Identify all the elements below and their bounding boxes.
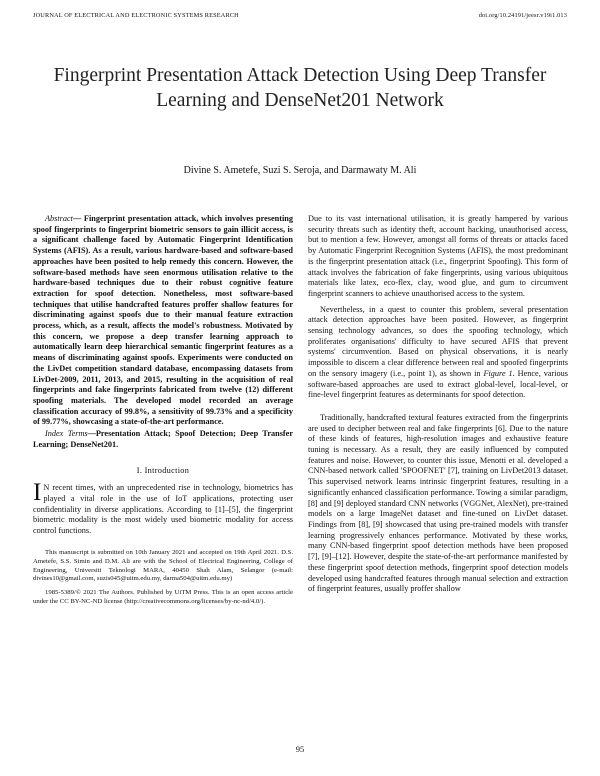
right-column	[308, 214, 568, 595]
abstract-label: Abstract	[45, 214, 73, 223]
doi-header[interactable]: doi.org/10.24191/jeesr.v19i1.013	[478, 12, 567, 19]
drop-cap: I	[33, 479, 42, 507]
footnote-submission: This manuscript is submitted on 10th January 2021 and accepted on 19th April 2021. D.S. Ametefe, S.S. Simin and D.M. Ali are with the School of Electrical Engineering, College of Engineering, Universiti Teknologi MARA, 40450 Shah Alam, Selangor (e-mail: divines10@gmail.com, suzis045@uitm.edu.my, darma504@uitm.edu.my)	[33, 548, 293, 583]
journal-header: JOURNAL OF ELECTRICAL AND ELECTRONIC SYSTEMS RESEARCH	[33, 12, 239, 19]
page-number: 95	[295, 744, 305, 754]
right-paragraph-2-end: . Hence, various software-based approaches are used to extract global-level, local-level, or fine-level fingerprint features as determinants for spoof detection.	[308, 368, 568, 400]
left-column	[33, 214, 293, 607]
figure-1-reference[interactable]: Figure 1	[483, 368, 513, 378]
author-list: Divine S. Ametefe, Suzi S. Seroja, and Darmawaty M. Ali	[183, 165, 417, 176]
right-paragraph-2	[308, 305, 568, 401]
abstract	[33, 214, 293, 428]
right-paragraph-1: Due to its vast international utilisation, it is greatly hampered by various security threats such as identity theft, account hacking, unauthorised access, but to mention a few. However, amongst all forms of threats or attacks faced by Automatic Fingerprint Recognition Systems (AFIS), the most predominant is the fingerprint presentation attack (i.e., fingerprint Spoofing). This form of attack involves the fabrication of fake fingerprints, using various ubiquitous materials like latex, eco-flex, clay, wood glue, and gum to circumvent fingerprint scanners to achieve unauthorised access to the system.	[308, 214, 568, 298]
paper-title: Fingerprint Presentation Attack Detection Using Deep Transfer Learning and DenseNet201 Network	[53, 65, 547, 111]
abstract-text: — Fingerprint presentation attack, which involves presenting spoof fingerprints to fingerprint biometric sensors to gain illicit access, is a significant challenge faced by Automatic Fingerprint Identification Systems (AFIS). As a result, various hardware-based and software-based approaches have been posited to help remedy this concern. However, the software-based methods have seen enormous utilisation relative to the hardware-based techniques due to their robust cognitive feature extraction for spoof detection. Nonetheless, most software-based techniques that utilise handcrafted features proffer shallow features for discriminating against spoofs due to their manual feature extraction process, which, as a result, affects the model's robustness. Motivated by this concern, we propose a deep transfer learning approach to automatically learn deep hierarchical semantic fingerprint features as a means of discriminating against spoofs. Experiments were conducted on the LivDet competition standard database, encompassing datasets from LivDet-2009, 2011, 2013, and 2015, resulting in the acquisition of real fingerprints and fake fingerprints fabricated from twelve (12) different spoofing materials. The developed model recorded an average classification accuracy of 99.8%, a sensitivity of 99.73% and a specificity of 99.77%, showcasing a state-of-the-art performance.	[33, 214, 293, 427]
index-terms-text: —Presentation Attack; Spoof Detection; Deep Transfer Learning; DenseNet201.	[33, 429, 293, 449]
introduction-text: N recent times, with an unprecedented rise in technology, biometrics has played a vital role in the use of IoT applications, protecting user confidentiality in diverse applications. According to [1]–[5], the fingerprint biometric modality is the most widely used biometric modality for access control functions.	[33, 483, 293, 535]
index-terms	[33, 429, 293, 450]
section-heading-introduction: I. Introduction	[136, 466, 190, 476]
footnote-license: 1985-5389/© 2021 The Authors. Published by UiTM Press. This is an open access article under the CC BY-NC-ND license (http://creativecommons.org/licenses/by-nc-nd/4.0/).	[33, 589, 293, 606]
right-paragraph-3: Traditionally, handcrafted textural features extracted from the fingerprints are used to decipher between real and fake fingerprints [6]. Due to the nature of these kinds of features, high-resolution images and exhaustive feature tuning is necessary. As a result, they are easily influenced by computed features and noise. However, to counter this issue, Menotti et al. developed a CNN-based network called 'SPOOFNET' [7], training on LivDet2013 dataset. This supervised network learns intrinsic fingerprint features, resulting in a significantly enhanced classification performance. Towing a similar paradigm, [8] and [9] deployed standard CNN networks (VGGNet, AlexNet), pre-trained models on a large ImageNet dataset and fine-tuned on LivDet dataset. Findings from [8], [9] showcased that using pre-trained models with transfer learning progressively enhances performance. Motivated by these works, many CNN-based fingerprint spoof detection methods have been proposed [7], [9]–[12]. However, despite the state-of-the-art performance manifested by these fingerprint spoof detection methods, fingerprint spoof detection models developed using handcrafted features through manual selection and extraction of fingerprint features, usually proffer shallow	[308, 412, 568, 594]
right-paragraph-2-start: Nevertheless, in a quest to counter this problem, several presentation attack detection approaches have been posited. However, as fingerprint sensing technology advances, so does the spoofing technology, which proliferates organisations' difficulty to have secured AFIS that prevent systems' circumvention. Based on physical observations, it is nearly impossible to discern a clear difference between real and spoofed fingerprints on the sensory imagery (i.e., point 1), as shown in	[308, 304, 568, 378]
introduction-paragraph	[33, 479, 293, 537]
index-terms-label: Index Terms	[45, 429, 88, 439]
